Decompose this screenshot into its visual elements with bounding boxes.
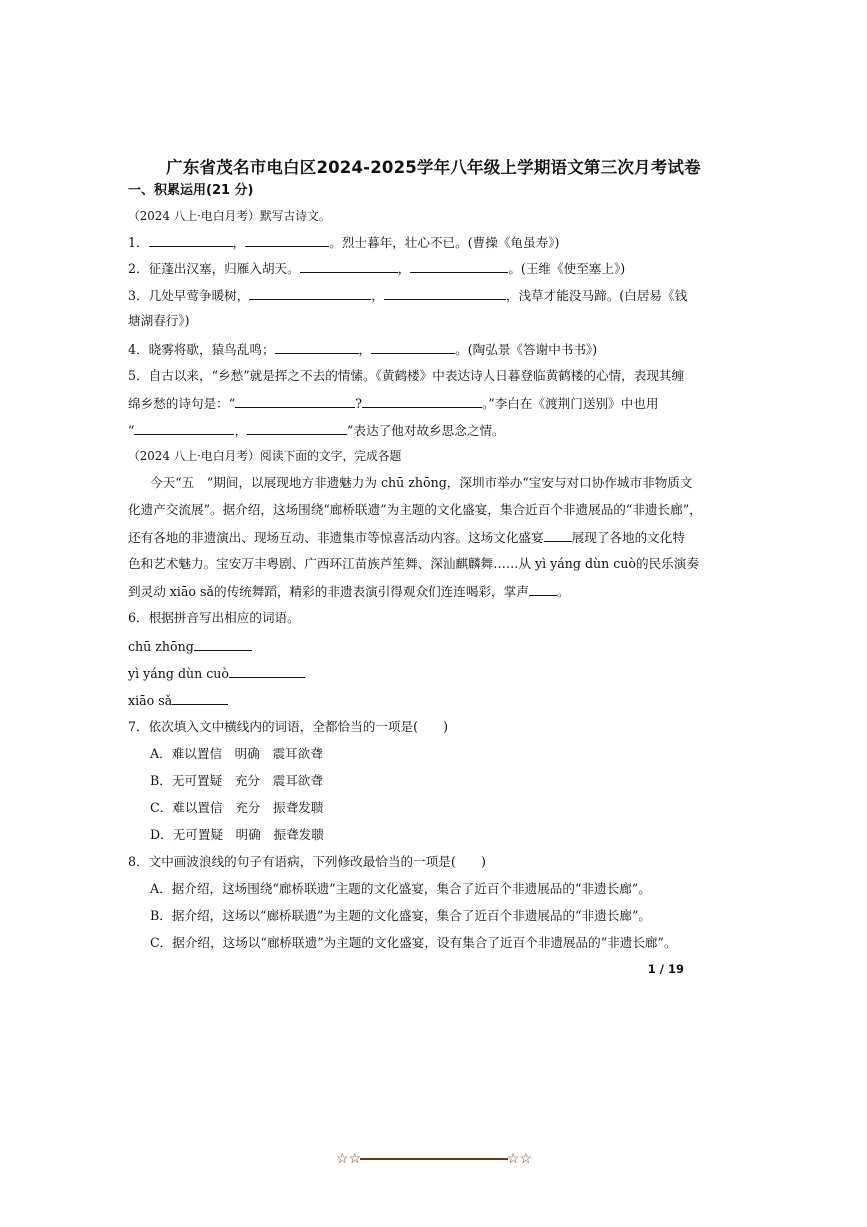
q3-text: 3．几处早莺争暖树， [128,288,250,303]
question-7: 7．依次填入文中横线内的词语，全都恰当的一项是( ) [128,719,449,734]
question-3-cont: 塘湖春行》) [128,313,190,328]
star-icon: ☆☆ [506,1151,532,1167]
pinyin-item [128,664,305,683]
q2-source: 。(王维《使至塞上》) [508,261,626,276]
q1-number: 1． [128,235,149,250]
answer-blank[interactable] [249,286,371,300]
q4-source: 。(陶弘景《答谢中书书》) [455,342,598,357]
exam-title: 广东省茂名市电白区2024-2025学年八年级上学期语文第三次月考试卷 [166,158,701,177]
passage-text: 。 [556,584,570,599]
answer-blank[interactable] [300,259,398,273]
answer-blank[interactable] [235,394,355,408]
passage-line: 化遗产交流展”。据介绍，这场围绕“廊桥联遗”为主题的文化盛宴，集合近百个非遗展品的“非遗长廊”， [128,502,702,517]
footer-ornament [336,1150,532,1170]
q3-source: ，浅草才能没马蹄。(白居易《钱 [505,288,688,303]
star-icon: ☆☆ [336,1151,362,1167]
pinyin-label: xiāo sǎ [128,693,173,708]
source-note: （2024 八上·电白月考）阅读下面的文字，完成各题 [128,449,402,463]
answer-blank[interactable] [172,691,228,705]
page-number: 1 / 19 [647,962,684,976]
pinyin-label: yì yáng dùn cuò [128,666,229,681]
pinyin-label: chū zhōng [128,639,194,654]
passage-line [128,582,569,601]
answer-blank[interactable] [247,421,347,435]
option-c[interactable]: C．据介绍，这场以“廊桥联遗”为主题的文化盛宴，设有集合了近百个非遗展品的“非遗长廊”。 [150,935,677,950]
passage-text: 还有各地的非遗演出、现场互动、非遗集市等惊喜活动内容。这场文化盛宴 [128,530,544,545]
q5-text: 绵乡愁的诗句是：“ [128,396,236,411]
q5-quote: “ [128,423,135,438]
section-heading: 一、积累运用(21 分) [128,183,254,198]
answer-blank[interactable] [529,582,557,596]
passage-line: 色和艺术魅力。宝安万丰粤剧、广西环江苗族芦笙舞、深汕麒麟舞……从 yì yáng dùn cuò的民乐演奏 [128,556,699,571]
q4-text: 4．晓雾将歇，猿鸟乱鸣； [128,342,275,357]
answer-blank[interactable] [134,421,234,435]
answer-blank[interactable] [245,233,329,247]
q5-mark: ? [355,396,362,411]
answer-blank[interactable] [410,259,508,273]
passage-line [128,528,685,547]
answer-blank[interactable] [371,340,455,354]
pinyin-item [128,691,228,710]
answer-blank[interactable] [275,340,359,354]
question-5-line3 [128,421,505,440]
question-5: 5．自古以来，“乡愁”就是挥之不去的情愫。《黄鹤楼》中表达诗人日暮登临黄鹤楼的心情，表现其缠 [128,368,685,383]
option-b[interactable]: B．无可置疑 充分 震耳欲聋 [150,773,323,788]
question-1: 1． ， 。烈士暮年，壮心不已。(曹操《龟虽寿》) [128,235,560,250]
q1-text: 。烈士暮年，壮心不已。(曹操《龟虽寿》) [329,235,560,250]
option-b[interactable]: B．据介绍，这场以“廊桥联遗”为主题的文化盛宴，集合了近百个非遗展品的“非遗长廊”。 [150,908,651,923]
option-a[interactable]: A．据介绍，这场围绕“廊桥联遗”主题的文化盛宴，集合了近百个非遗展品的“非遗长廊”。 [150,881,651,896]
question-8: 8．文中画波浪线的句子有语病，下列修改最恰当的一项是( ) [128,854,486,869]
q5-text3: ”表达了他对故乡思念之情。 [347,423,505,438]
option-c[interactable]: C．难以置信 充分 振聋发聩 [150,800,324,815]
pinyin-item [128,637,252,656]
question-5-line2 [128,394,658,413]
answer-blank[interactable] [229,664,305,678]
answer-blank[interactable] [362,394,482,408]
option-a[interactable]: A．难以置信 明确 震耳欲聋 [150,746,323,761]
q5-text2: 。”李白在《渡荆门送别》中也用 [481,396,659,411]
question-6: 6．根据拼音写出相应的词语。 [128,610,300,625]
answer-blank[interactable] [194,637,252,651]
passage-text: 到灵动 xiāo sǎ的传统舞蹈，精彩的非遗表演引得观众们连连喝彩，掌声 [128,584,529,599]
q2-text: 2．征蓬出汉塞，归雁入胡天。 [128,261,300,276]
passage-text: 展现了各地的文化特 [571,530,685,545]
question-2: 2．征蓬出汉塞，归雁入胡天。 ， 。(王维《使至塞上》) [128,261,626,276]
footer-divider [360,1158,508,1160]
passage-line: 今天“五 ”期间，以展现地方非遗魅力为 chū zhōng，深圳市举办“宝安与对口协作城市非物质文 [150,475,693,490]
question-4: 4．晓雾将歇，猿鸟乱鸣； ， 。(陶弘景《答谢中书书》) [128,342,598,357]
option-d[interactable]: D．无可置疑 明确 振聋发聩 [150,827,324,842]
question-3: 3．几处早莺争暖树， ， ，浅草才能没马蹄。(白居易《钱 [128,288,688,303]
answer-blank[interactable] [544,528,572,542]
q5-comma: ， [234,423,248,438]
source-note: （2024 八上·电白月考）默写古诗文。 [128,209,331,223]
answer-blank[interactable] [384,286,506,300]
answer-blank[interactable] [149,233,233,247]
